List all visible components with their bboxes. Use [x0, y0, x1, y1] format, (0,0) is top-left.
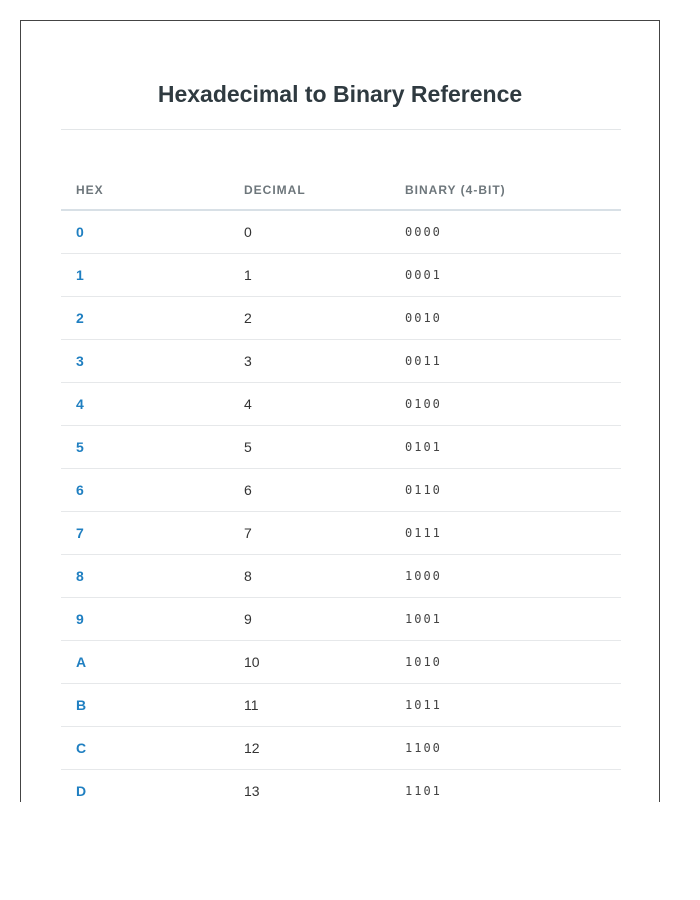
hex-cell: 1 — [61, 254, 229, 297]
binary-cell: 0011 — [390, 340, 621, 383]
table-row — [61, 512, 621, 555]
decimal-cell: 11 — [229, 684, 390, 727]
table-header-row — [61, 171, 621, 210]
binary-cell: 0000 — [390, 210, 621, 254]
binary-cell: 0001 — [390, 254, 621, 297]
hex-cell: 0 — [61, 210, 229, 254]
decimal-cell: 1 — [229, 254, 390, 297]
binary-cell: 1011 — [390, 684, 621, 727]
table-row — [61, 426, 621, 469]
decimal-cell: 6 — [229, 469, 390, 512]
decimal-cell: 12 — [229, 727, 390, 770]
table-row — [61, 598, 621, 641]
title-divider — [61, 129, 621, 130]
decimal-cell: 0 — [229, 210, 390, 254]
hex-cell: C — [61, 727, 229, 770]
binary-cell: 0110 — [390, 469, 621, 512]
table-row — [61, 469, 621, 512]
decimal-cell: 2 — [229, 297, 390, 340]
column-header-decimal: DECIMAL — [229, 171, 390, 210]
decimal-cell: 3 — [229, 340, 390, 383]
hex-cell: 9 — [61, 598, 229, 641]
table-row — [61, 555, 621, 598]
page-title: Hexadecimal to Binary Reference — [157, 81, 523, 107]
hex-cell: 3 — [61, 340, 229, 383]
hex-cell: D — [61, 770, 229, 803]
decimal-cell: 13 — [229, 770, 390, 803]
table-row — [61, 641, 621, 684]
hex-cell: B — [61, 684, 229, 727]
hex-binary-table — [61, 171, 621, 802]
hex-cell: 6 — [61, 469, 229, 512]
table-row — [61, 383, 621, 426]
hex-cell: 7 — [61, 512, 229, 555]
binary-cell: 1100 — [390, 727, 621, 770]
binary-cell: 1101 — [390, 770, 621, 803]
table-row — [61, 770, 621, 803]
decimal-cell: 8 — [229, 555, 390, 598]
hex-cell: 8 — [61, 555, 229, 598]
decimal-cell: 5 — [229, 426, 390, 469]
decimal-cell: 4 — [229, 383, 390, 426]
column-header-hex: HEX — [61, 171, 229, 210]
document-page — [20, 20, 660, 802]
binary-cell: 1001 — [390, 598, 621, 641]
column-header-binary: BINARY (4-BIT) — [390, 171, 621, 210]
hex-cell: A — [61, 641, 229, 684]
table-body — [61, 210, 621, 802]
binary-cell: 0101 — [390, 426, 621, 469]
binary-cell: 0010 — [390, 297, 621, 340]
binary-cell: 0111 — [390, 512, 621, 555]
decimal-cell: 7 — [229, 512, 390, 555]
binary-cell: 1010 — [390, 641, 621, 684]
binary-cell: 0100 — [390, 383, 621, 426]
table-row — [61, 297, 621, 340]
table-row — [61, 210, 621, 254]
binary-cell: 1000 — [390, 555, 621, 598]
decimal-cell: 9 — [229, 598, 390, 641]
hex-cell: 2 — [61, 297, 229, 340]
decimal-cell: 10 — [229, 641, 390, 684]
table-row — [61, 254, 621, 297]
table-row — [61, 340, 621, 383]
hex-cell: 5 — [61, 426, 229, 469]
table-row — [61, 727, 621, 770]
hex-cell: 4 — [61, 383, 229, 426]
table-row — [61, 684, 621, 727]
